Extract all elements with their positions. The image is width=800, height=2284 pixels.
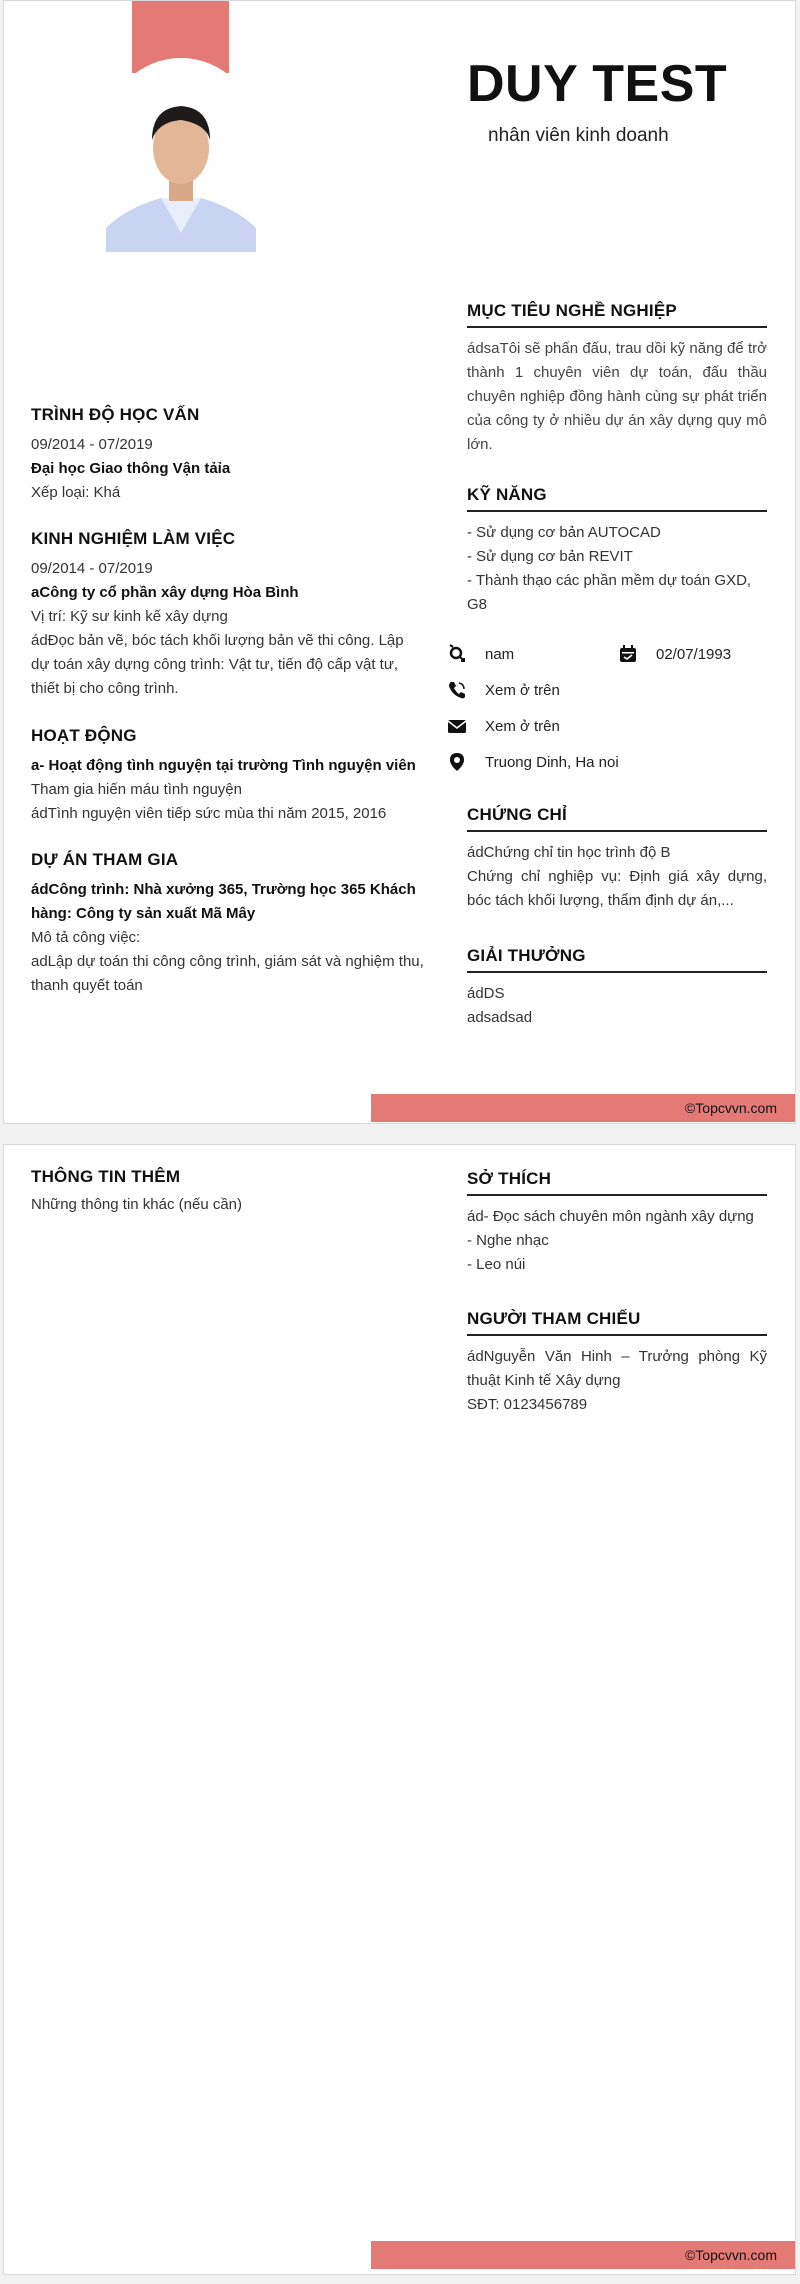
section-title: MỤC TIÊU NGHỀ NGHIỆP <box>467 301 767 328</box>
email-row <box>447 716 560 736</box>
skill-item: - Sử dụng cơ bản REVIT <box>467 548 633 565</box>
address-value: Truong Dinh, Ha noi <box>485 753 619 771</box>
section-title: DỰ ÁN THAM GIA <box>31 850 179 869</box>
activity-item: ádTình nguyện viên tiếp sức mùa thi năm 2015, 2016 <box>31 805 387 822</box>
section-hobbies <box>467 1169 767 1277</box>
section-title: TRÌNH ĐỘ HỌC VẤN <box>31 405 200 424</box>
skill-item: - Thành thạo các phần mềm dự toán GXD, G8 <box>467 572 752 613</box>
cv-page-2 <box>3 1144 796 2275</box>
section-skills <box>467 485 767 617</box>
section-awards <box>467 946 767 1030</box>
reference-text: ádNguyễn Văn Hinh – Trưởng phòng Kỹ thuật Kinh tế Xây dựng <box>467 1348 767 1389</box>
objective-text: ádsaTôi sẽ phấn đấu, trau dồi kỹ năng để trở thành 1 chuyên viên dự toán, đấu thầu chuyên nghiệp đồng hành cùng sự phát triển của công ty ở nhiều dự án xây dựng quy mô lớn. <box>467 340 767 453</box>
profile-photo <box>106 58 256 252</box>
experience-period: 09/2014 - 07/2019 <box>31 560 153 577</box>
experience-description: ádĐọc bản vẽ, bóc tách khối lượng bản vẽ thi công. Lập dự toán xây dựng công trình: Vật tư, tiến độ cấp vật tư, thiết bị cho công trình. <box>31 632 404 697</box>
section-title: KINH NGHIỆM LÀM VIỆC <box>31 529 236 548</box>
hobby-item: - Leo núi <box>467 1256 526 1273</box>
footer-bar <box>371 2241 795 2269</box>
footer-brand: ©Topcvvn.com <box>684 1100 777 1116</box>
mail-icon <box>447 716 467 736</box>
gender-icon <box>447 644 467 664</box>
avatar-illustration <box>106 58 256 252</box>
education-grade: Xếp loại: Khá <box>31 484 121 501</box>
candidate-name: DUY TEST <box>467 55 728 113</box>
phone-row <box>447 680 560 700</box>
section-certificates <box>467 805 767 913</box>
section-objective <box>467 301 767 457</box>
skill-item: - Sử dụng cơ bản AUTOCAD <box>467 524 661 541</box>
section-projects <box>31 850 426 998</box>
section-title: NGƯỜI THAM CHIẾU <box>467 1309 767 1336</box>
phone-icon <box>447 680 467 700</box>
section-title: SỞ THÍCH <box>467 1169 767 1196</box>
section-title: CHỨNG CHỈ <box>467 805 767 832</box>
activity-headline: a- Hoạt động tình nguyện tại trường Tình nguyện viên <box>31 757 416 774</box>
activity-item: Tham gia hiến máu tình nguyện <box>31 781 242 798</box>
section-title: HOẠT ĐỘNG <box>31 726 137 745</box>
hobby-item: - Nghe nhạc <box>467 1232 549 1249</box>
birthday-row <box>618 644 731 664</box>
experience-position: Vị trí: Kỹ sư kinh kế xây dựng <box>31 608 228 625</box>
project-description: adLập dự toán thi công công trình, giám sát và nghiệm thu, thanh quyết toán <box>31 953 424 994</box>
additional-text: Những thông tin khác (nếu cần) <box>31 1196 243 1213</box>
reference-phone: SĐT: 0123456789 <box>467 1396 588 1413</box>
certificate-item: Chứng chỉ nghiệp vụ: Định giá xây dựng, bóc tách khối lượng, thẩm định dự án,... <box>467 868 767 909</box>
email-value: Xem ở trên <box>485 717 560 735</box>
footer-bar <box>371 1094 795 1122</box>
award-item: adsadsad <box>467 1009 533 1026</box>
project-desc-label: Mô tả công việc: <box>31 929 141 946</box>
cv-page-1 <box>3 0 796 1124</box>
certificate-item: ádChứng chỉ tin học trình độ B <box>467 844 671 861</box>
section-education <box>31 405 426 505</box>
project-headline: ádCông trình: Nhà xưởng 365, Trường học 365 Khách hàng: Công ty sản xuất Mã Mây <box>31 881 416 922</box>
education-school: Đại học Giao thông Vận tảỉa <box>31 460 231 477</box>
job-title: nhân viên kinh doanh <box>488 125 669 146</box>
section-title: KỸ NĂNG <box>467 485 767 512</box>
address-row <box>447 752 619 772</box>
phone-value: Xem ở trên <box>485 681 560 699</box>
experience-company: aCông ty cổ phần xây dựng Hòa Bình <box>31 584 299 601</box>
footer-brand: ©Topcvvn.com <box>684 2247 777 2263</box>
gender-row <box>447 644 514 664</box>
gender-value: nam <box>485 645 515 663</box>
hobby-item: ád- Đọc sách chuyên môn ngành xây dựng <box>467 1208 754 1225</box>
section-title: GIẢI THƯỞNG <box>467 946 767 973</box>
calendar-icon <box>618 644 638 664</box>
section-references <box>467 1309 767 1417</box>
section-experience <box>31 529 426 701</box>
section-additional-info <box>31 1167 426 1217</box>
education-period: 09/2014 - 07/2019 <box>31 436 153 453</box>
birthday-value: 02/07/1993 <box>656 645 732 663</box>
section-activities <box>31 726 426 826</box>
location-pin-icon <box>447 752 467 772</box>
award-item: ádDS <box>467 985 505 1002</box>
section-title: THÔNG TIN THÊM <box>31 1167 181 1186</box>
